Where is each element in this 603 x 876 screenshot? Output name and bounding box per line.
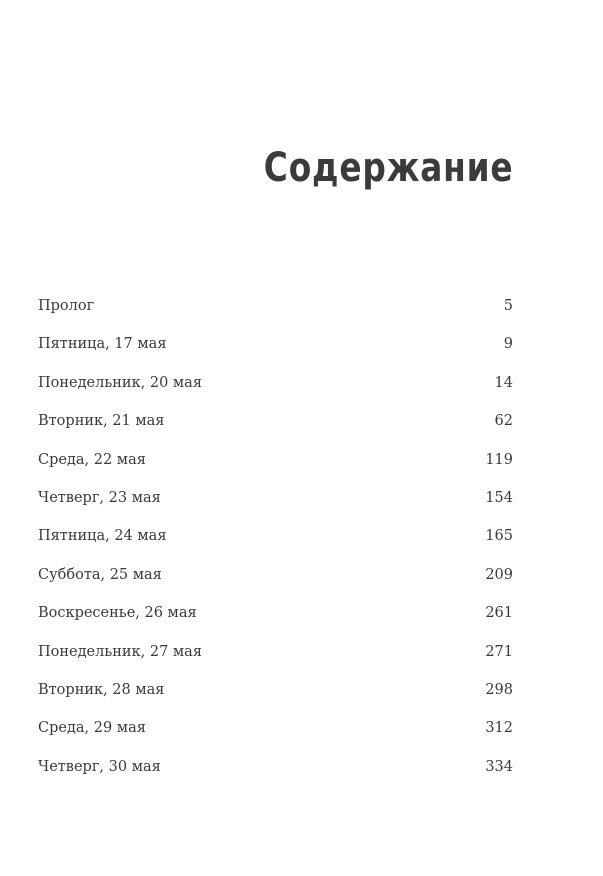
toc-entry-page: 5 (503, 298, 513, 314)
page-title: Содержание (263, 145, 513, 191)
toc-leader-dots (172, 334, 499, 349)
toc-entry-label: Пятница, 24 мая (38, 528, 167, 545)
toc-entry-page: 312 (485, 720, 513, 737)
toc-leader-dots (208, 372, 491, 387)
toc-entry-page: 209 (485, 566, 513, 583)
toc-entry-label: Среда, 29 мая (38, 720, 146, 737)
toc-entry-page: 334 (485, 758, 513, 775)
toc-entry-label: Суббота, 25 мая (38, 566, 162, 583)
toc-entry-page: 165 (485, 528, 513, 545)
toc-entry (38, 671, 513, 709)
toc-leader-dots (152, 449, 481, 464)
toc-entry-label: Четверг, 30 мая (38, 758, 161, 775)
table-of-contents (38, 287, 513, 786)
toc-entry-page: 154 (485, 489, 513, 506)
toc-entry (38, 479, 513, 517)
toc-entry (38, 441, 513, 479)
toc-entry-page: 119 (485, 451, 513, 468)
toc-entry-label: Четверг, 23 мая (38, 489, 161, 506)
toc-leader-dots (152, 718, 481, 733)
toc-leader-dots (172, 526, 481, 541)
toc-entry (38, 748, 513, 786)
toc-entry (38, 325, 513, 363)
toc-entry-label: Среда, 22 мая (38, 451, 146, 468)
toc-leader-dots (203, 603, 482, 618)
toc-entry (38, 594, 513, 632)
toc-leader-dots (167, 487, 482, 502)
toc-entry (38, 633, 513, 671)
toc-entry-page: 261 (485, 605, 513, 622)
toc-entry-label: Воскресенье, 26 мая (38, 605, 197, 622)
toc-leader-dots (100, 296, 500, 311)
toc-entry-page: 298 (485, 681, 513, 698)
toc-entry (38, 402, 513, 440)
toc-entry-label: Пролог (38, 298, 95, 314)
toc-entry-label: Вторник, 28 мая (38, 681, 165, 698)
toc-leader-dots (170, 679, 481, 694)
toc-leader-dots (167, 756, 482, 771)
toc-leader-dots (170, 411, 490, 426)
toc-entry (38, 517, 513, 555)
toc-entry (38, 709, 513, 747)
toc-entry-page: 14 (494, 374, 513, 391)
toc-entry-label: Пятница, 17 мая (38, 336, 167, 353)
toc-entry (38, 287, 513, 325)
toc-entry-page: 271 (485, 643, 513, 660)
toc-leader-dots (208, 641, 481, 656)
toc-leader-dots (168, 564, 481, 579)
toc-entry-label: Понедельник, 27 мая (38, 643, 202, 660)
toc-entry-page: 9 (503, 336, 513, 353)
toc-entry-label: Понедельник, 20 мая (38, 374, 202, 391)
toc-entry-page: 62 (494, 413, 513, 430)
toc-entry (38, 364, 513, 402)
toc-entry-label: Вторник, 21 мая (38, 413, 165, 430)
toc-entry (38, 556, 513, 594)
